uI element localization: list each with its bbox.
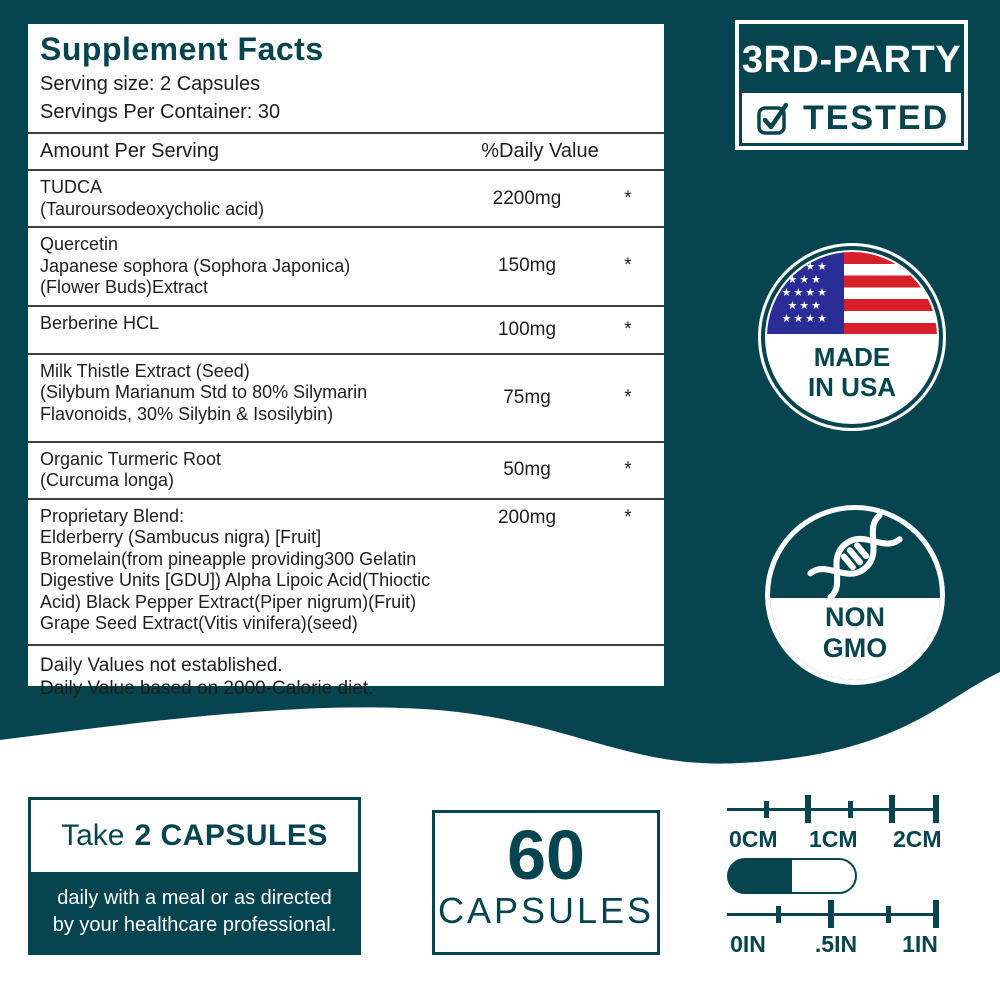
ingredient-name: [28, 355, 462, 441]
ingredient-row: [28, 443, 664, 500]
ingredient-name-line: Organic Turmeric Root: [40, 448, 222, 469]
cm-label-2: 2CM: [893, 826, 942, 852]
ingredient-name-line: Digestive Units [GDU]) Alpha Lipoic Acid(Thioctic: [40, 570, 431, 590]
third-party-badge-top: [739, 24, 964, 96]
non-gmo-label: [770, 598, 940, 664]
made-in-usa-badge: [758, 243, 946, 431]
ingredient-row: [28, 228, 664, 307]
ingredient-amount: 75mg: [503, 386, 551, 408]
supplement-facts-panel: [28, 24, 664, 699]
ingredient-name: [28, 443, 462, 498]
size-ruler: [723, 788, 948, 968]
dosage-box: [28, 797, 361, 955]
ingredient-row: [28, 355, 664, 443]
in-label-0: 0IN: [730, 931, 766, 957]
ingredient-row: [28, 500, 664, 646]
in-ruler-tick: [828, 900, 834, 928]
ingredient-amount: 200mg: [497, 506, 557, 528]
ingredient-row: [28, 171, 664, 228]
third-party-label: 3RD-PARTY: [741, 38, 962, 81]
ingredient-daily-value-asterisk: *: [624, 506, 632, 528]
ingredient-daily-value-asterisk: *: [624, 318, 632, 340]
non-gmo-line-1: NON: [825, 602, 885, 633]
cm-ruler-tick: [848, 801, 853, 818]
ingredient-name-line: Bromelain(from pineapple providing300 Gelatin: [40, 548, 417, 569]
ingredient-name: [28, 228, 462, 305]
us-flag-icon: [767, 252, 937, 334]
servings-per-container: Servings Per Container: 30: [40, 101, 281, 123]
non-gmo-badge: [765, 505, 945, 685]
ingredient-name-line: (Silybum Marianum Std to 80% Silymarin: [40, 382, 368, 402]
made-in-usa-line-1: MADE: [813, 342, 891, 372]
ingredient-daily-value-asterisk: *: [624, 187, 632, 209]
cm-label-1: 1CM: [809, 826, 858, 852]
cm-ruler-tick: [805, 795, 811, 823]
ingredient-name: [28, 171, 462, 226]
tested-label: TESTED: [803, 98, 950, 137]
ingredient-name-line: Flavonoids, 30% Silybin & Isosilybin): [40, 403, 334, 424]
dosage-instructions-line-1: daily with a meal or as directed: [57, 887, 332, 909]
cm-ruler-tick: [889, 795, 895, 823]
dosage-amount-text: 2 CAPSULES: [134, 819, 328, 852]
footnote-line-2: Daily Value based on 2000-Calorie diet.: [40, 677, 374, 699]
panel-header: [28, 24, 664, 128]
cm-label-0: 0CM: [729, 826, 778, 852]
capsule-count-unit: CAPSULES: [437, 890, 655, 931]
panel-title: Supplement Facts: [40, 31, 324, 67]
made-in-usa-label: [767, 342, 937, 402]
footnote: [28, 646, 664, 708]
dosage-instructions-line-2: by your healthcare professional.: [52, 914, 337, 936]
columns-header: [28, 132, 664, 171]
in-ruler-tick: [933, 900, 939, 928]
third-party-badge-bottom: [742, 93, 961, 143]
ingredient-row: [28, 307, 664, 355]
ingredient-name-line: Milk Thistle Extract (Seed): [40, 360, 250, 381]
ingredient-name-line: Japanese sophora (Sophora Japonica): [40, 255, 351, 276]
cm-ruler-line: [727, 808, 939, 811]
dosage-take-text: Take: [61, 819, 125, 852]
ingredient-amount: 2200mg: [492, 187, 562, 209]
ingredient-rows: [28, 171, 664, 646]
dosage-headline: [31, 800, 358, 872]
ingredient-name-line: Elderberry (Sambucus nigra) [Fruit]: [40, 527, 322, 547]
made-in-usa-inner: [767, 252, 937, 422]
ingredient-name-line: Grape Seed Extract(Vitis vinifera)(seed): [40, 613, 358, 633]
ingredient-name-line: Proprietary Blend:: [40, 505, 185, 526]
capsule-count-box: [432, 810, 660, 955]
ingredient-name-line: (Tauroursodeoxycholic acid): [40, 198, 265, 219]
ingredient-name: [28, 500, 462, 644]
in-ruler-tick: [776, 906, 781, 923]
made-in-usa-line-2: IN USA: [807, 372, 897, 402]
ingredient-name: [28, 307, 462, 353]
column-header-daily-value: %Daily Value: [481, 140, 599, 162]
ingredient-amount: 50mg: [503, 459, 551, 480]
column-header-amount: Amount Per Serving: [40, 140, 219, 162]
non-gmo-top: [770, 510, 940, 598]
ingredient-daily-value-asterisk: *: [624, 255, 632, 277]
ingredient-name-line: Berberine HCL: [40, 312, 160, 333]
ingredient-amount: 150mg: [497, 255, 557, 277]
ingredient-amount: 100mg: [497, 318, 557, 340]
non-gmo-inner: [770, 510, 940, 680]
capsule-icon: [727, 858, 857, 894]
dosage-instructions: [31, 872, 358, 952]
non-gmo-line-2: GMO: [822, 633, 888, 664]
dna-icon: [797, 510, 914, 612]
footnote-line-1: Daily Values not established.: [40, 654, 283, 676]
ingredient-daily-value-asterisk: *: [624, 459, 632, 480]
ingredient-name-line: (Flower Buds)Extract: [40, 277, 209, 297]
ingredient-name-line: TUDCA: [40, 177, 102, 197]
ingredient-name-line: Acid) Black Pepper Extract(Piper nigrum)(Fruit): [40, 591, 417, 612]
serving-size: Serving size: 2 Capsules: [40, 73, 261, 95]
ingredient-name-line: (Curcuma longa): [40, 470, 175, 490]
third-party-tested-badge: [735, 20, 968, 150]
capsule-count-number: 60: [507, 816, 585, 894]
cm-ruler-tick: [764, 801, 769, 818]
in-label-1: 1IN: [902, 931, 938, 957]
checkbox-check-icon: [755, 100, 791, 136]
in-label-05: .5IN: [814, 931, 858, 957]
cm-ruler-tick: [933, 795, 939, 823]
ingredient-name-line: Quercetin: [40, 234, 119, 254]
ingredient-daily-value-asterisk: *: [624, 386, 632, 408]
in-ruler-tick: [886, 906, 891, 923]
